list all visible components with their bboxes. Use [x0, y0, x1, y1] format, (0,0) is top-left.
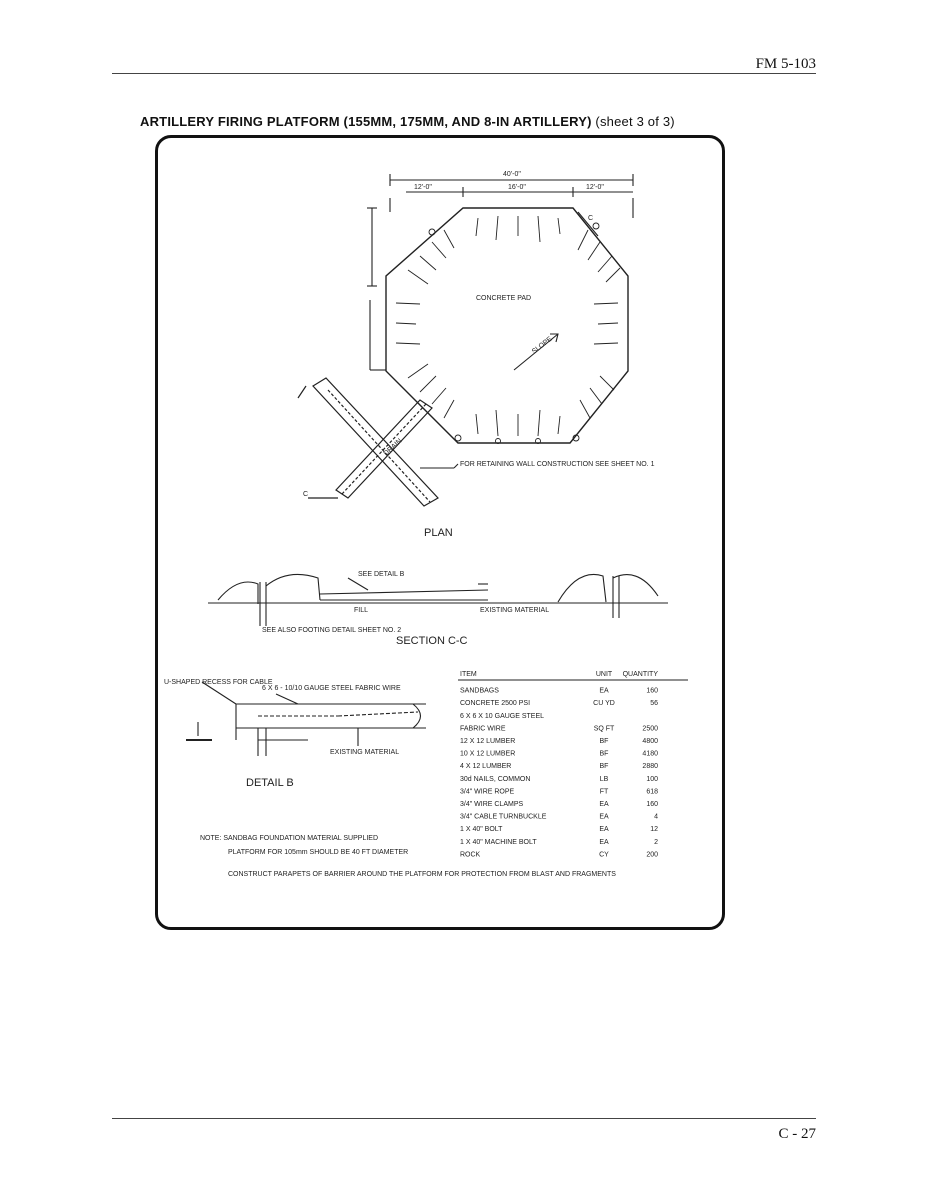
- drain-label: DRAIN: [382, 437, 404, 458]
- table-cell: 618: [646, 788, 658, 796]
- section-detail-ref: SEE DETAIL B: [358, 571, 405, 578]
- table-cell: 100: [646, 775, 658, 783]
- retaining-wall-callout-text: FOR RETAINING WALL CONSTRUCTION SEE SHEET NO. 1: [460, 461, 655, 468]
- table-cell: 4: [654, 813, 658, 821]
- table-cell: CY: [599, 851, 609, 859]
- c-marker-right: C: [588, 215, 594, 222]
- table-cell: 160: [646, 687, 658, 695]
- table-cell: LB: [599, 775, 609, 783]
- section-fill-label: FILL: [354, 607, 369, 614]
- table-cell: BF: [599, 750, 609, 758]
- table-cell: CONCRETE 2500 PSI: [460, 700, 531, 708]
- page-number: C - 27: [778, 1126, 816, 1142]
- drawing-frame: [155, 135, 725, 930]
- table-cell: FABRIC WIRE: [460, 725, 506, 733]
- figure-title-main: ARTILLERY FIRING PLATFORM (155MM, 175MM, AND 8-IN ARTILLERY): [140, 114, 592, 129]
- table-cell: EA: [599, 838, 609, 846]
- note-3-text: CONSTRUCT PARAPETS OF BARRIER AROUND THE PLATFORM FOR PROTECTION FROM BLAST AND FRAGMENTS: [228, 871, 616, 878]
- plan-title: PLAN: [424, 527, 453, 539]
- table-cell: SQ FT: [593, 725, 615, 733]
- engineering-drawing: [158, 138, 722, 927]
- section-existing-label: EXISTING MATERIAL: [480, 607, 550, 614]
- table-cell: 3/4" CABLE TURNBUCKLE: [460, 813, 547, 821]
- dim-mid: 16'-0": [508, 184, 526, 191]
- table-cell: 12: [650, 826, 658, 834]
- table-cell: BF: [599, 763, 609, 771]
- table-cell: 2880: [642, 763, 658, 771]
- table-cell: EA: [599, 826, 609, 834]
- detail-shaped-label: U-SHAPED RECESS FOR CABLE: [164, 679, 273, 686]
- table-cell: 6 X 6 X 10 GAUGE STEEL: [460, 712, 545, 720]
- retaining-wall-callout: [460, 461, 655, 468]
- table-cell: 12 X 12 LUMBER: [460, 738, 516, 745]
- table-cell: EA: [599, 813, 609, 821]
- footer-rule: [112, 1118, 816, 1119]
- note-1: NOTE: SANDBAG FOUNDATION MATERIAL SUPPLIED: [200, 835, 379, 842]
- table-cell: FT: [599, 788, 609, 796]
- table-cell: BF: [599, 738, 609, 745]
- table-cell: 200: [646, 851, 658, 859]
- note-3: [228, 871, 616, 878]
- detail-title: DETAIL B: [246, 777, 294, 789]
- table-header-cell: ITEM: [460, 671, 477, 678]
- table-cell: 1 X 40" BOLT: [460, 826, 503, 834]
- dim-right: 12'-0": [586, 184, 604, 191]
- table-header-cell: QUANTITY: [622, 671, 658, 678]
- table-header-cell: UNIT: [595, 671, 613, 678]
- materials-table: [460, 671, 658, 858]
- section-note-label: SEE ALSO FOOTING DETAIL SHEET NO. 2: [262, 627, 402, 634]
- note-2: PLATFORM FOR 105mm SHOULD BE 40 FT DIAMETER: [228, 849, 409, 856]
- table-cell: 1 X 40" MACHINE BOLT: [460, 838, 537, 846]
- table-cell: 4 X 12 LUMBER: [460, 763, 512, 771]
- table-cell: EA: [599, 801, 609, 808]
- table-cell: EA: [599, 687, 609, 695]
- detail-steel-label: 6 X 6 - 10/10 GAUGE STEEL FABRIC WIRE: [262, 685, 401, 692]
- section-title: SECTION C-C: [396, 635, 468, 647]
- header-rule: [112, 73, 816, 74]
- table-cell: 160: [646, 801, 658, 808]
- dim-left: 12'-0": [414, 184, 432, 191]
- detail-existing-label: EXISTING MATERIAL: [330, 749, 400, 756]
- table-cell: 56: [650, 700, 658, 708]
- table-cell: 30d NAILS, COMMON: [460, 775, 531, 783]
- figure-sheet-label: (sheet 3 of 3): [595, 114, 675, 129]
- table-cell: SANDBAGS: [460, 687, 499, 695]
- table-cell: CU YD: [593, 700, 615, 708]
- document-id: FM 5-103: [755, 56, 816, 72]
- table-cell: 4800: [642, 738, 658, 745]
- table-cell: 10 X 12 LUMBER: [460, 750, 516, 758]
- table-cell: 3/4" WIRE ROPE: [460, 788, 515, 796]
- pad-label: CONCRETE PAD: [476, 295, 532, 302]
- figure-title: [140, 114, 800, 129]
- slope-label: SLOPE: [530, 335, 554, 356]
- table-cell: 3/4" WIRE CLAMPS: [460, 801, 524, 808]
- dim-overall: 40'-0": [503, 171, 521, 178]
- table-cell: 2: [654, 838, 658, 846]
- table-cell: ROCK: [460, 851, 481, 859]
- c-marker-left: C: [303, 491, 309, 498]
- table-cell: 4180: [642, 750, 658, 758]
- table-cell: 2500: [642, 725, 658, 733]
